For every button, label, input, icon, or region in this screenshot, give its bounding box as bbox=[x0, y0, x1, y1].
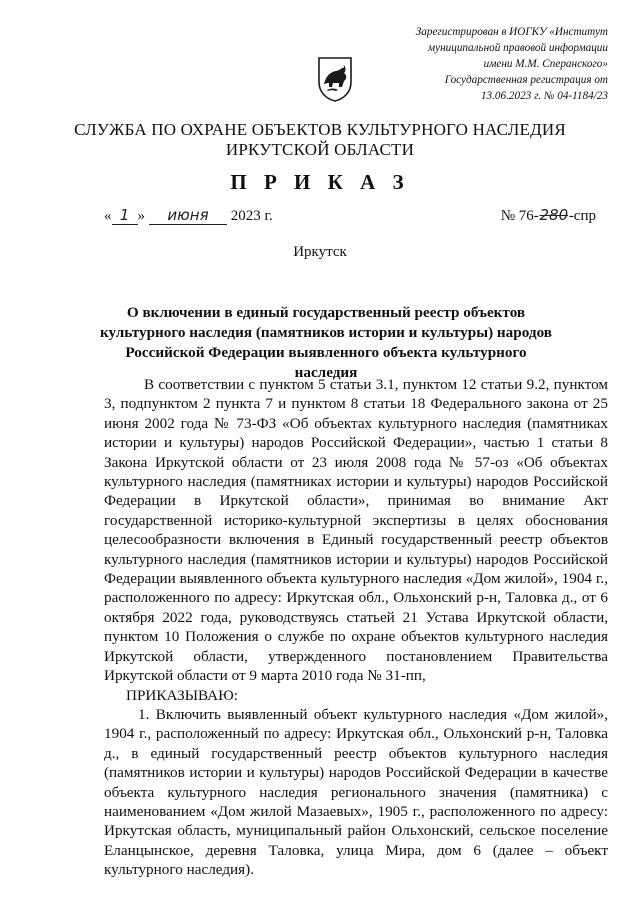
registration-line: Государственная регистрация от bbox=[444, 74, 608, 86]
date-day-handwritten: 1 bbox=[112, 206, 138, 225]
city-name: Иркутск bbox=[293, 244, 347, 260]
registration-line: Зарегистрирован в ИОГКУ «Институт bbox=[415, 26, 608, 38]
date-close-quote: » bbox=[137, 208, 145, 224]
registration-line: имени М.М. Сперанского» bbox=[483, 58, 608, 70]
order-subject: О включении в единый государственный реестр объектов культурного наследия (памятников истории и культуры) народов Российской Федерации выявленного объекта культурного наследия bbox=[100, 304, 552, 381]
order-date bbox=[104, 206, 273, 225]
order-item-1: 1. Включить выявленный объект культурного наследия «Дом жилой», 1904 г., расположенный по адресу: Иркутская обл., Ольхонский р-н, Таловка д., в единый государственный реестр объектов культурного наследия (памятников истории и культуры) народов Российской Федерации в качестве объекта культурного наследия регионального значения (памятника) с наименованием «Дом жилой Мазаевых», 1905 г., расположенного по адресу: Иркутская область, муниципальный район Ольхонский, сельское поселение Еланцынское, деревня Таловка, улица Мира, дом 6 (далее – объект культурного наследия). bbox=[104, 705, 608, 879]
order-number-prefix: № 76- bbox=[500, 208, 539, 224]
document-title: П Р И К А З bbox=[230, 170, 410, 194]
order-body bbox=[104, 375, 608, 880]
registration-line: муниципальной правовой информации bbox=[428, 42, 608, 54]
date-year: 2023 г. bbox=[230, 208, 273, 224]
order-directive: ПРИКАЗЫВАЮ: bbox=[126, 686, 238, 704]
date-open-quote: « bbox=[104, 208, 112, 224]
coat-of-arms-icon bbox=[316, 56, 354, 102]
agency-name bbox=[0, 120, 640, 160]
agency-line: СЛУЖБА ПО ОХРАНЕ ОБЪЕКТОВ КУЛЬТУРНОГО НАСЛЕДИЯ bbox=[74, 120, 566, 139]
order-number bbox=[501, 206, 596, 225]
order-number-handwritten: 280 bbox=[539, 206, 569, 224]
agency-line: ИРКУТСКОЙ ОБЛАСТИ bbox=[225, 140, 415, 159]
registration-line: 13.06.2023 г. № 04-1184/23 bbox=[480, 90, 608, 102]
registration-note bbox=[378, 24, 608, 104]
date-month-handwritten: июня bbox=[149, 206, 227, 225]
preamble-paragraph: В соответствии с пунктом 5 статьи 3.1, пунктом 12 статьи 9.2, пунктом 3, подпунктом 2 пункта 7 и пунктом 8 статьи 18 Федерального закона от 25 июня 2002 года № 73-ФЗ «Об объектах культурного наследия (памятниках истории и культуры) народов Российской Федерации», частью 1 статьи 8 Закона Иркутской области от 23 июля 2008 года № 57-оз «Об объектах культурного наследия (памятниках истории и культуры) народов Российской Федерации в Иркутской области», принимая во внимание Акт государственной историко-культурной экспертизы в целях обоснования целесообразности включения в Единый государственный реестр объектов культурного наследия (памятников истории и культуры) народов Российской Федерации выявленного объекта культурного наследия «Дом жилой», 1904 г., расположенного по адресу: Иркутская обл., Ольхонский р-н, Таловка д., от 6 октября 2022 года, руководствуясь статьей 21 Устава Иркутской области, пунктом 10 Положения о службе по охране объектов культурного наследия Иркутской области, утвержденного постановлением Правительства Иркутской области от 9 марта 2010 года № 31-пп, bbox=[104, 376, 608, 685]
order-number-suffix: -спр bbox=[568, 208, 596, 224]
